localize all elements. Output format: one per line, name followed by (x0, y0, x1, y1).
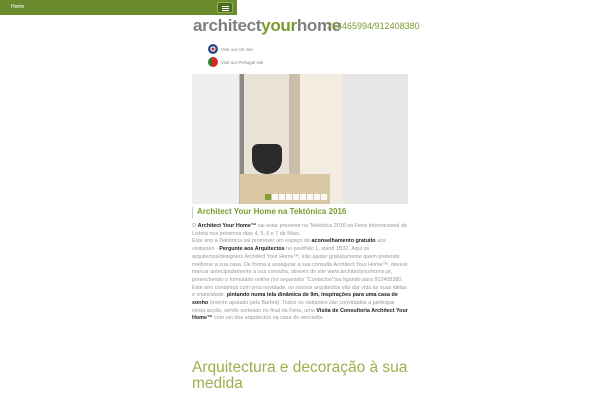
slider-dot[interactable] (307, 194, 313, 200)
phone-number: 214465994/912408380 (327, 21, 420, 31)
portugal-site-link[interactable] (208, 57, 263, 67)
slider-dot[interactable] (293, 194, 299, 200)
logo[interactable] (193, 16, 341, 36)
article-text: Este ano contamos com uma novidade, os nossos arquitectos vão dar vida às suas ideias e criatividade, (192, 284, 407, 299)
slider-dot[interactable] (321, 194, 327, 200)
slider-dots (265, 194, 327, 200)
slide-chair (252, 144, 282, 174)
menu-button[interactable] (217, 2, 233, 13)
article-text: Este ano a Tektónica vai promover um espaço de (192, 238, 312, 245)
portugal-site-label: Visit our Portugal site (221, 59, 264, 65)
article-text: pintando numa tela dinâmica de 9m, inspirações para uma casa de sonho (192, 292, 398, 307)
article-text: Architect Your Home™ (197, 223, 257, 229)
section-title: Arquitectura e decoração à sua medida (192, 359, 408, 392)
uk-flag-icon (208, 44, 218, 54)
logo-text: architect (193, 16, 262, 35)
article-text: Visita de Consultoria Architect Your Home™ (192, 307, 408, 322)
slider-dot[interactable] (300, 194, 306, 200)
article-text: aos visitantes - (192, 238, 386, 253)
logo-text: your (261, 16, 297, 35)
article-text: vai estar presente na Tektónica 2016 na Feira Internacional de Lisboa nos próximos dias 4, 5, 6 e 7 de Maio. (192, 223, 407, 237)
slider-dot[interactable] (265, 194, 271, 200)
uk-site-label: Visit our UK site (221, 46, 253, 52)
slider-dot[interactable] (286, 194, 292, 200)
logo-text: home (296, 16, 341, 35)
uk-site-link[interactable] (208, 44, 253, 54)
article-body (192, 223, 408, 323)
article-text: Pergunte aos Arquitectos (219, 246, 285, 253)
article-text: O (192, 223, 198, 229)
article-text: com um dos arquitectos na casa do vencedor. (212, 315, 324, 322)
slider-dot[interactable] (272, 194, 278, 200)
article-title: Architect Your Home na Tektónica 2016 (192, 207, 408, 218)
article-text: no pavilhão 1, stand 1B32. Aqui os arquitectos/designers Architect Your Home™, irão ajudar gratuitamente quem pretende melhorar a sua casa. De forma a assegurar a sua consulta Architect Your Home™, deverá marcar antecipadamente a sua consulta, através do site www.architectyourhome.pt, preenchendo o formulário online (no separador "Contactos")ou ligando para 912408380. (192, 246, 408, 283)
top-nav-bar (0, 0, 237, 15)
portugal-flag-icon (208, 57, 218, 67)
slider-dot[interactable] (314, 194, 320, 200)
nav-home-link[interactable]: Home (11, 4, 25, 10)
slider-dot[interactable] (279, 194, 285, 200)
image-slider[interactable] (192, 74, 408, 204)
article-text: aconselhamento gratuito (311, 238, 376, 245)
article-text: (evento apoiado pela Barbot). Todos os visitantes são convidados a participar nesta acção, sendo sorteado no final da Feira, uma (192, 300, 395, 314)
